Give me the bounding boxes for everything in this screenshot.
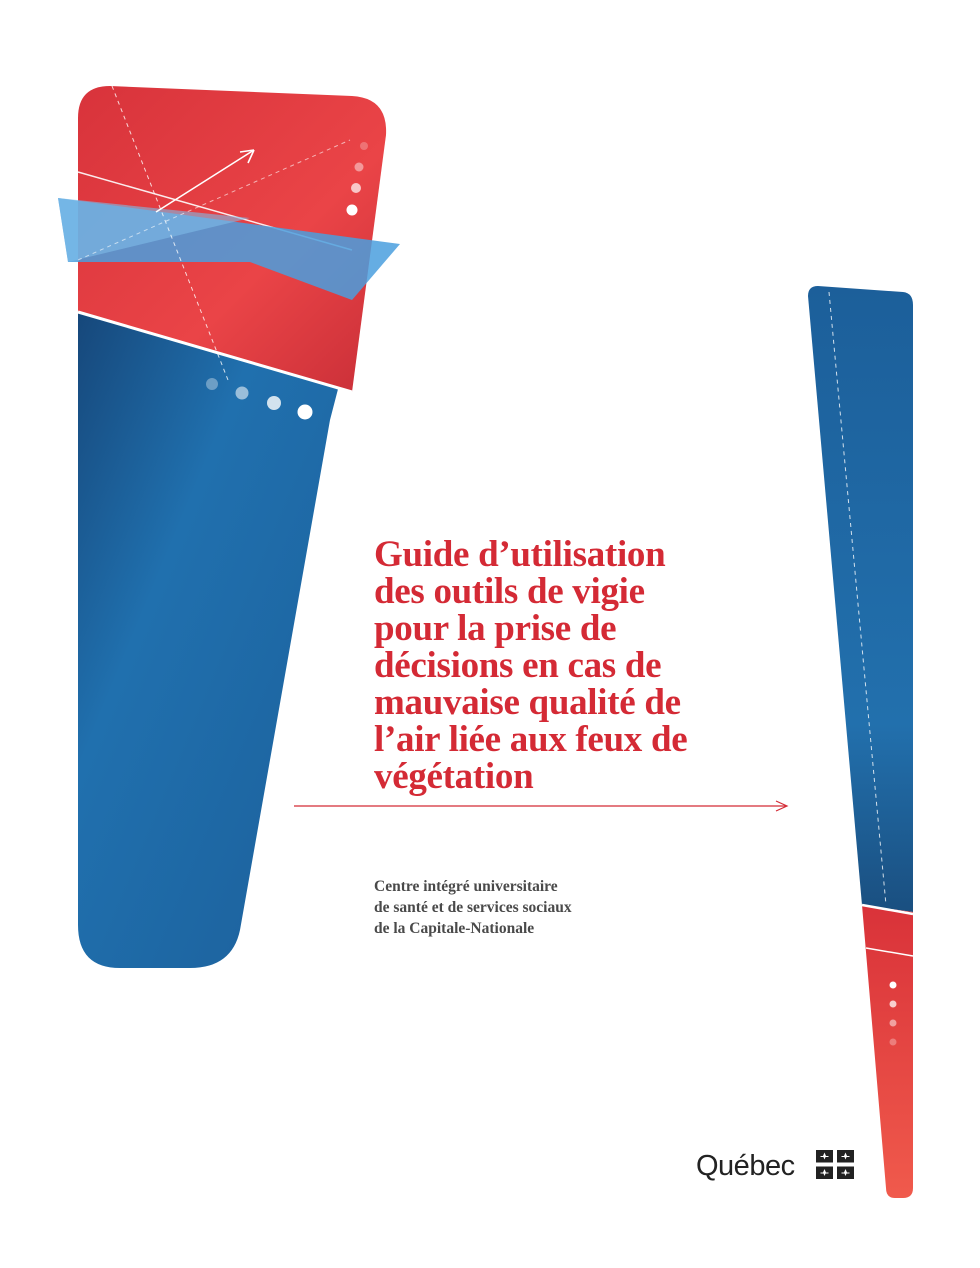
title-divider-arrow [294, 801, 787, 811]
title-line: mauvaise qualité de [374, 682, 681, 723]
title-line: végétation [374, 756, 534, 797]
title-line: décisions en cas de [374, 645, 662, 686]
title-line: l’air liée aux feux de [374, 719, 688, 760]
quebec-flag-icon [816, 1150, 854, 1179]
title-line: Guide d’utilisation [374, 534, 666, 575]
right-band-blue [808, 286, 913, 912]
logo-wordmark: Québec [696, 1149, 795, 1182]
document-title [374, 536, 814, 795]
organization-line: de la Capitale-Nationale [374, 920, 535, 937]
organization-line: Centre intégré universitaire [374, 878, 558, 895]
title-line: des outils de vigie [374, 571, 645, 612]
title-line: pour la prise de [374, 608, 617, 649]
quebec-logo [696, 1146, 795, 1186]
organization-name [374, 876, 694, 939]
organization-line: de santé et de services sociaux [374, 899, 572, 916]
left-decorative-band [58, 86, 400, 968]
right-decorative-band [808, 286, 913, 1198]
